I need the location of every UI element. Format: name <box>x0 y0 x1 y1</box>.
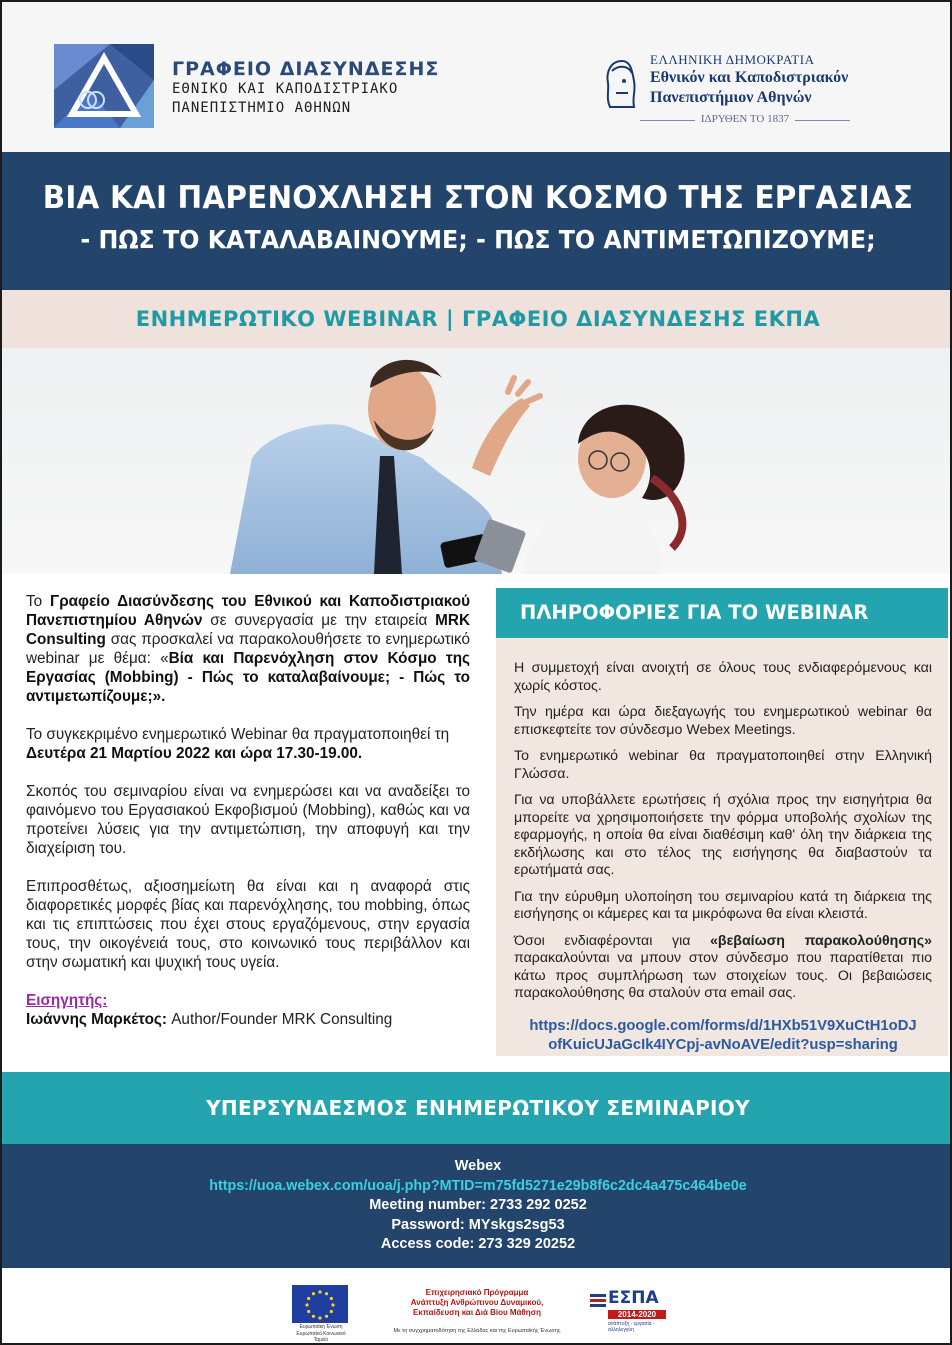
info-paragraph-4: Για να υποβάλλετε ερωτήσεις ή σχόλια προς την εισηγήτρια θα μπορείτε να χρησιμοποιήσετε την φόρμα υποβολής σχολίων της εφαρμογής, η οποία θα είναι διαθέσιμη καθ' όλη την διάρκεια της εκδήλωσης και στο τέλος της εισήγησης θα διαβαστούν τα ερωτήματά σας. <box>514 792 932 878</box>
intro-text: Το <box>26 593 50 610</box>
op-line-2: Ανάπτυξη Ανθρώπινου Δυναμικού, <box>410 1298 544 1307</box>
webex-label: Webex <box>454 1158 502 1174</box>
intro-text: σε συνεργασία με την εταιρεία <box>202 612 436 629</box>
webinar-topic: Βία και Παρενόχληση στον Κόσμο της Εργασίας (Mobbing) - Πώς το καταλαβαίνουμε; - Πώς το αντιμετωπίζουμε; <box>26 650 470 705</box>
hero-photo <box>2 348 952 574</box>
speaker <box>26 991 470 1029</box>
op-line-3: Εκπαίδευση και Διά Βίου Μάθηση <box>412 1308 542 1317</box>
funding-footer <box>2 1268 952 1345</box>
op-cofunding: Με τη συγχρηματοδότηση της Ελλάδας και της Ευρωπαϊκής Ένωσης <box>393 1328 561 1334</box>
intro-text: ». <box>152 688 166 705</box>
info-paragraph-6 <box>514 933 932 1003</box>
content <box>2 574 952 1072</box>
info-text: παρακαλούνται να μπουν στον σύνδεσμο που παρατίθεται πιο κάτω προς συμπλήρωση των στοιχείων τους. Οι βεβαιώσεις παρακολούθησης θα σταλούν στα email σας. <box>514 950 932 1001</box>
header <box>2 2 952 152</box>
left-title-line-3: ΠΑΝΕΠΙΣΤΗΜΙΟ ΑΘΗΝΩΝ <box>172 100 352 116</box>
eu-caption-2: Ευρωπαϊκό Κοινωνικό Ταμείο <box>296 1331 346 1343</box>
founded-line <box>640 113 850 133</box>
espa-slogan: ανάπτυξη - εργασία - αλληλεγγύη <box>608 1321 655 1333</box>
speaker-label: Εισηγητής: <box>26 992 108 1009</box>
meeting-number: Meeting number: 2733 292 0252 <box>369 1197 587 1213</box>
title-banner <box>2 152 952 290</box>
webex-details <box>2 1144 952 1268</box>
liaison-office-title <box>172 58 439 118</box>
op-line-1: Επιχειρησιακό Πρόγραμμα <box>425 1288 529 1297</box>
webinar-banner <box>2 290 952 348</box>
workplace-conflict-illustration <box>2 348 952 574</box>
hyperlink-heading: ΥΠΕΡΣΥΝΔΕΣΜΟΣ ΕΝΗΜΕΡΩΤΙΚΟΥ ΣΕΜΙΝΑΡΙΟΥ <box>206 1096 750 1120</box>
athena-head-icon <box>602 57 642 113</box>
page-title: ΒΙΑ ΚΑΙ ΠΑΡΕΝΟΧΛΗΣΗ ΣΤΟΝ ΚΟΣΜΟ ΤΗΣ ΕΡΓΑΣΙΑΣ <box>42 180 914 216</box>
info-paragraph-3: Το ενημερωτικό webinar θα πραγματοποιηθεί στην Ελληνική Γλώσσα. <box>514 748 932 782</box>
right-title-line-3: Πανεπιστήμιον Αθηνών <box>650 89 812 106</box>
registration-link-line-1[interactable]: https://docs.google.com/forms/d/1HXb51V9XuCtH1oDJ <box>529 1017 917 1034</box>
espa-logo <box>590 1288 666 1333</box>
webex-link[interactable]: https://uoa.webex.com/uoa/j.php?MTID=m75fd5271e29b8f6c2dc4a475c464be0e <box>209 1177 747 1194</box>
access-code: Access code: 273 329 20252 <box>380 1236 576 1252</box>
espa-period: 2014-2020 <box>608 1310 666 1319</box>
intro-paragraph-1 <box>26 592 470 706</box>
speaker-line <box>26 1010 470 1029</box>
attendance-certificate: «βεβαίωση παρακολούθησης» <box>710 932 932 949</box>
info-paragraph-2: Την ημέρα και ώρα διεξαγωγής του ενημερωτικού webinar θα επισκεφτείτε τον σύνδεσμο Webex Meetings. <box>514 704 932 738</box>
intro-paragraph-4: Επιπροσθέτως, αξιοσημείωτη θα είναι και η αναφορά στις διαφορετικές μορφές βίας και παρενόχλησης, του mobbing, όπως και τις επιπτώσεις που έχει στους εργαζόμενους, στην εργασία τους, την οικογένειά τους, στο κοινωνικό τους περιβάλλον και στην σωματική και ψυχική τους υγεία. <box>26 878 470 971</box>
info-heading: ΠΛΗΡΟΦΟΡΙΕΣ ΓΙΑ ΤΟ WEBINAR <box>496 588 948 638</box>
webinar-banner-text: ΕΝΗΜΕΡΩΤΙΚΟ WEBINAR | ΓΡΑΦΕΙΟ ΔΙΑΣΥΝΔΕΣΗΣ ΕΚΠΑ <box>135 307 821 331</box>
intro-column <box>26 592 470 1029</box>
liaison-office-logo <box>50 40 158 132</box>
info-text: Όσοι ενδιαφέρονται για <box>514 932 711 949</box>
meeting-password: Password: MYskgs2sg53 <box>391 1216 565 1233</box>
info-panel <box>496 588 948 1056</box>
registration-link-line-2[interactable]: ofKuicUJaGcIk4IYCpj-avNoAVE/edit?usp=sharing <box>548 1036 898 1053</box>
page-subtitle: - ΠΩΣ ΤΟ ΚΑΤΑΛΑΒΑΙΝΟΥΜΕ; - ΠΩΣ ΤΟ ΑΝΤΙΜΕΤΩΠΙΖΟΥΜΕ; <box>80 225 876 254</box>
left-title-line-2: ΕΘΝΙΚΟ ΚΑΙ ΚΑΠΟΔΙΣΤΡΙΑΚΟ <box>172 81 399 97</box>
registration-form-link[interactable] <box>514 1017 932 1055</box>
eu-flag-icon <box>292 1285 348 1323</box>
webinar-date: Δευτέρα 21 Μαρτίου 2022 και ώρα 17.30-19.00. <box>26 745 363 762</box>
operational-programme <box>382 1288 572 1334</box>
info-body <box>514 660 932 1055</box>
info-paragraph-1: Η συμμετοχή είναι ανοιχτή σε όλους τους ενδιαφερόμενους και χωρίς κόστος. <box>514 660 932 694</box>
uoa-title <box>650 52 850 125</box>
eu-caption: Ευρωπαϊκή Ένωση <box>299 1324 343 1330</box>
right-title-line-2: Εθνικόν και Καποδιστριακόν <box>650 69 849 86</box>
eu-logo <box>292 1285 350 1343</box>
espa-stripes-icon <box>590 1292 606 1308</box>
speaker-name: Ιωάννης Μαρκέτος: <box>26 1011 167 1028</box>
right-title-line-1: ΕΛΛΗΝΙΚΗ ΔΗΜΟΚΡΑΤΙΑ <box>650 52 815 67</box>
date-intro-text: Το συγκεκριμένο ενημερωτικό Webinar θα πραγματοποιηθεί τη <box>26 726 450 743</box>
company-name: MRK Consulting <box>26 612 470 648</box>
office-name: Γραφείο Διασύνδεσης του Εθνικού και Καποδιστριακού Πανεπιστημίου Αθηνών <box>26 593 470 629</box>
espa-title: ΕΣΠΑ <box>608 1288 659 1308</box>
intro-paragraph-3: Σκοπός του σεμιναρίου είναι να ενημερώσει και να αναδείξει το φαινόμενο του Εργασιακού Εκφοβισμού (Mobbing), καθώς και να προτείνει λύσεις για την αντιμετώπιση, την αποφυγή και την διαχείριση του. <box>26 783 470 857</box>
info-paragraph-5: Για την εύρυθμη υλοποίηση του σεμιναρίου κατά τη διάρκεια της εισήγησης οι κάμερες και τα μικρόφωνα θα είναι κλειστά. <box>514 888 932 922</box>
intro-paragraph-2 <box>26 725 470 763</box>
founded-text: ΙΔΡΥΘΕΝ ΤΟ 1837 <box>695 113 795 125</box>
left-title-line-1: ΓΡΑΦΕΙΟ ΔΙΑΣΥΝΔΕΣΗΣ <box>172 58 440 80</box>
speaker-role: Author/Founder MRK Consulting <box>166 1011 393 1028</box>
hyperlink-banner <box>2 1072 952 1144</box>
intro-text: σας προσκαλεί να παρακολουθήσετε το ενημερωτικό webinar με θέμα: « <box>26 631 470 667</box>
